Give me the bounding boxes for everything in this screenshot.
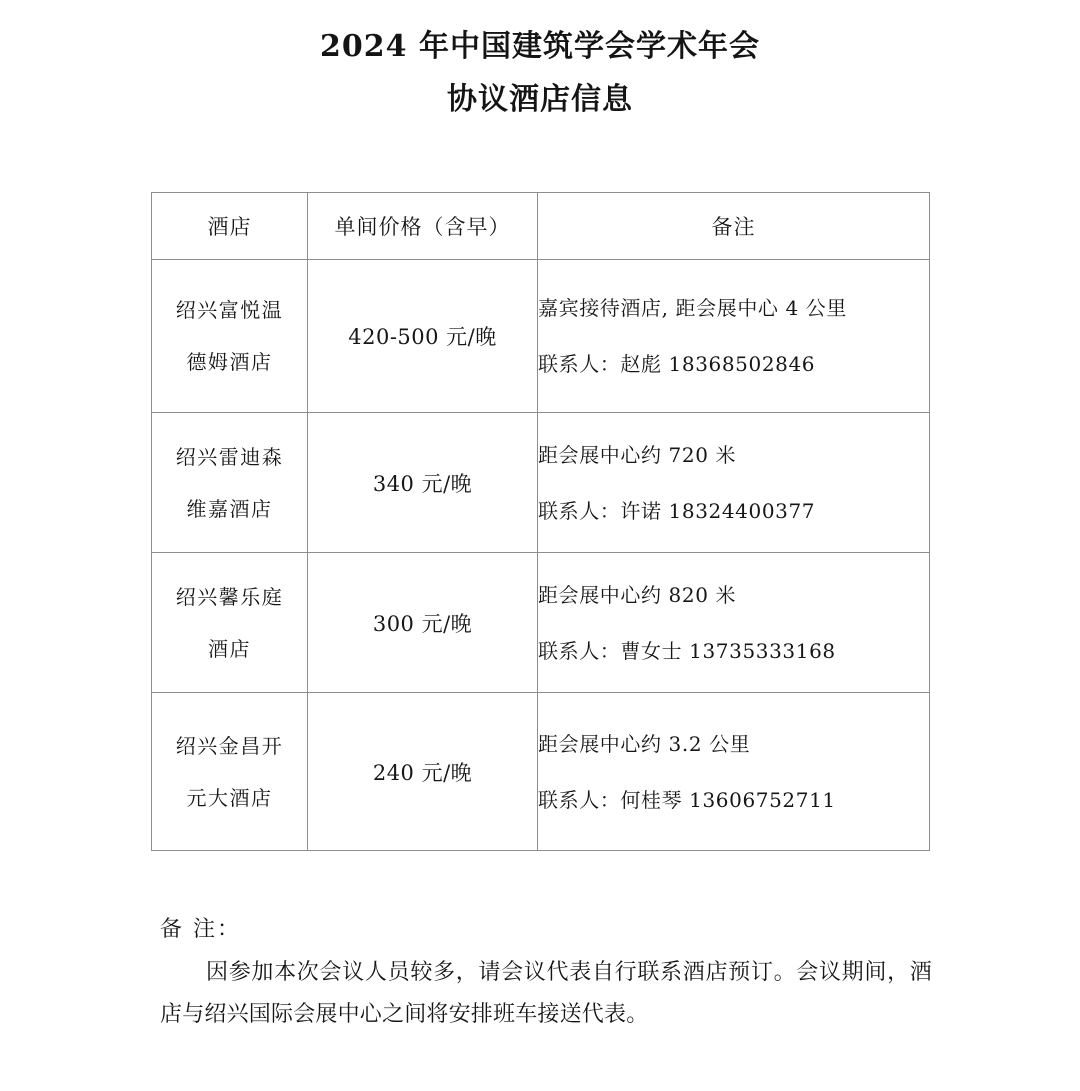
note-line-distance: 距会展中心约 820 米 <box>538 582 737 607</box>
hotel-price-cell: 300 元/晚 <box>308 553 538 693</box>
page-title <box>0 20 1080 126</box>
hotel-price-cell: 420-500 元/晚 <box>308 260 538 413</box>
hotel-name-cell <box>152 693 308 851</box>
hotel-note-cell <box>538 693 930 851</box>
hotel-name-line-2: 维嘉酒店 <box>186 496 273 521</box>
table-row <box>152 260 930 413</box>
hotel-name-line-1: 绍兴馨乐庭 <box>175 584 284 609</box>
hotel-information-table <box>151 192 930 851</box>
hotel-name-line-2: 酒店 <box>208 636 251 661</box>
note-line-contact: 联系人：何桂琴 13606752711 <box>538 787 836 812</box>
remarks-body: 因参加本次会议人员较多，请会议代表自行联系酒店预订。会议期间，酒店与绍兴国际会展中心之间将安排班车接送代表。 <box>160 960 932 1027</box>
hotel-name-cell <box>152 553 308 693</box>
note-line-contact: 联系人：赵彪 18368502846 <box>538 352 816 376</box>
title-line-2: 协议酒店信息 <box>447 82 633 117</box>
title-line-1: 2024 年中国建筑学会学术年会 <box>320 29 760 64</box>
hotel-note-cell <box>538 553 930 693</box>
column-header-price: 单间价格（含早） <box>308 193 538 260</box>
note-line-contact: 联系人：许诺 18324400377 <box>538 498 816 523</box>
column-header-hotel: 酒店 <box>152 193 308 260</box>
hotel-note-cell <box>538 260 930 413</box>
note-line-contact: 联系人：曹女士 13735333168 <box>538 638 836 663</box>
footer-remarks <box>160 908 932 1036</box>
hotel-name-cell <box>152 413 308 553</box>
table-row <box>152 553 930 693</box>
hotel-name-line-1: 绍兴雷迪森 <box>175 444 284 469</box>
column-header-note: 备注 <box>538 193 930 260</box>
remarks-label: 备 注： <box>160 917 241 942</box>
note-line-distance: 距会展中心约 720 米 <box>538 442 737 467</box>
hotel-name-line-2: 德姆酒店 <box>186 350 273 374</box>
table-header-row <box>152 193 930 260</box>
table-row <box>152 693 930 851</box>
table-row <box>152 413 930 553</box>
note-line-distance: 距会展中心约 3.2 公里 <box>538 731 751 756</box>
hotel-price-cell: 340 元/晚 <box>308 413 538 553</box>
hotel-price-cell: 240 元/晚 <box>308 693 538 851</box>
hotel-name-line-1: 绍兴金昌开 <box>175 733 284 758</box>
hotel-name-cell <box>152 260 308 413</box>
hotel-name-line-1: 绍兴富悦温 <box>175 298 284 322</box>
hotel-table-container <box>151 192 929 851</box>
hotel-note-cell <box>538 413 930 553</box>
note-line-distance: 嘉宾接待酒店, 距会展中心 4 公里 <box>538 296 847 320</box>
hotel-name-line-2: 元大酒店 <box>186 785 273 810</box>
